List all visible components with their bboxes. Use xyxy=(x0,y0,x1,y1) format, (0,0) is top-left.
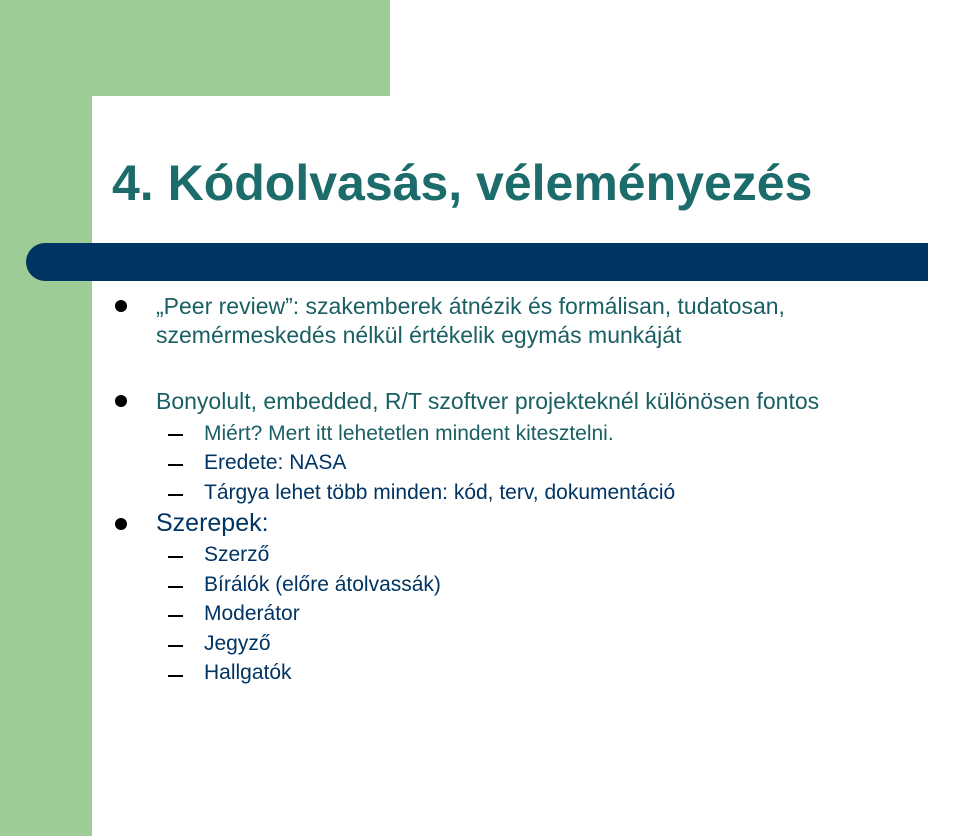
dash-icon xyxy=(168,556,183,558)
dash-icon xyxy=(168,615,183,617)
bullet-dot-icon xyxy=(115,395,127,407)
bullet-dot-icon xyxy=(115,518,127,530)
bullet-1-line-2: szemérmeskedés nélkül értékelik egymás munkáját xyxy=(156,322,682,348)
bullet-2: Bonyolult, embedded, R/T szoftver projekteknél különösen fontos xyxy=(156,388,820,414)
dash-icon xyxy=(168,675,183,677)
bullet-2-sub-2: Eredete: NASA xyxy=(204,451,347,474)
dash-icon xyxy=(168,434,183,436)
bullet-3-sub-2: Bírálók (előre átolvassák) xyxy=(204,573,441,596)
dash-icon xyxy=(168,464,183,466)
bullet-1-line-1: „Peer review”: szakemberek átnézik és formálisan, tudatosan, xyxy=(156,293,785,319)
bullet-dot-icon xyxy=(115,300,127,312)
bullet-3-sub-1: Szerző xyxy=(204,543,270,566)
dash-icon xyxy=(168,586,183,588)
dash-icon xyxy=(168,645,183,647)
bullet-3-sub-4: Jegyző xyxy=(204,632,271,655)
slide-title: 4. Kódolvasás, véleményezés xyxy=(112,155,813,211)
dash-icon xyxy=(168,494,183,496)
bullet-2-sub-3: Tárgya lehet több minden: kód, terv, dokumentáció xyxy=(204,481,676,504)
bullet-3: Szerepek: xyxy=(156,509,269,537)
bullet-3-sub-3: Moderátor xyxy=(204,602,300,625)
bullet-2-sub-1: Miért? Mert itt lehetetlen mindent kitesztelni. xyxy=(204,422,614,445)
bullet-3-sub-5: Hallgatók xyxy=(204,661,292,684)
